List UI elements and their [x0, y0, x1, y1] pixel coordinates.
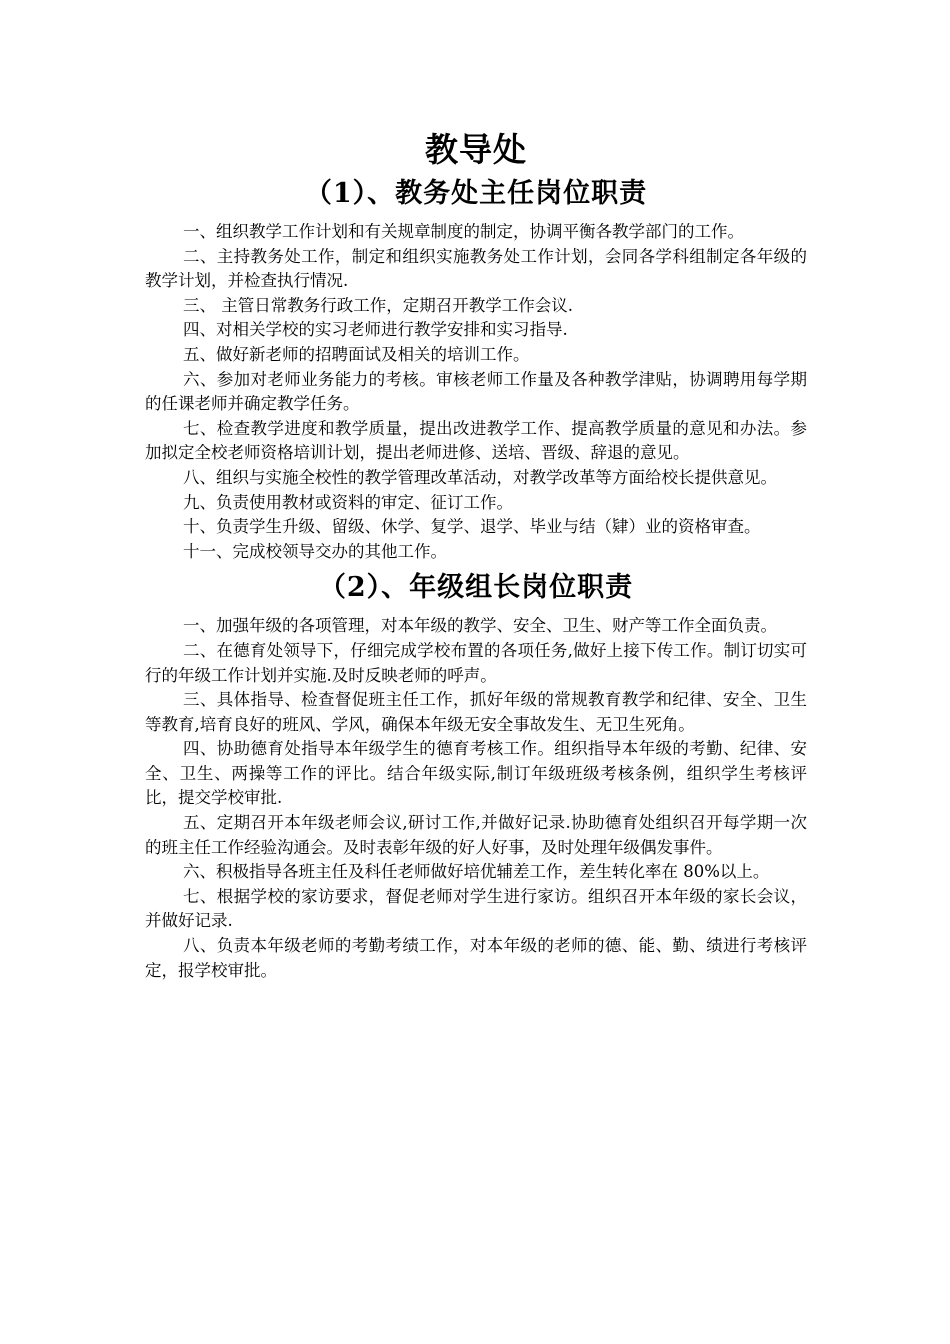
duty-item: 一、加强年级的各项管理，对本年级的教学、安全、卫生、财产等工作全面负责。 — [183, 616, 777, 636]
duty-item: 四、协助德育处指导本年级学生的德育考核工作。组织指导本年级的考勤、纪律、安全、卫生、两操等工作的评比。结合年级实际,制订年级班级考核条例，组织学生考核评比，提交学校审批. — [145, 739, 807, 808]
duty-item: 七、根据学校的家访要求，督促老师对学生进行家访。组织召开本年级的家长会议，并做好记录. — [145, 886, 807, 931]
section-grade-leader-duties — [145, 614, 807, 983]
duty-item: 三、具体指导、检查督促班主任工作，抓好年级的常规教育教学和纪律、安全、卫生等教育,培育良好的班风、学风，确保本年级无安全事故发生、无卫生死角。 — [145, 690, 807, 734]
duty-item: 六、参加对老师业务能力的考核。审核老师工作量及各种教学津贴，协调聘用每学期的任课老师并确定教学任务。 — [145, 369, 807, 414]
duty-item: 三、 主管日常教务行政工作，定期召开教学工作会议. — [183, 295, 573, 315]
duty-item: 八、组织与实施全校性的教学管理改革活动，对教学改革等方面给校长提供意见。 — [183, 467, 777, 487]
duty-item: 八、负责本年级老师的考勤考绩工作，对本年级的老师的德、能、勤、绩进行考核评定，报学校审批。 — [145, 936, 807, 980]
section-heading-director: （1）、教务处主任岗位职责 — [304, 178, 648, 209]
duty-item: 六、积极指导各班主任及科任老师做好培优辅差工作，差生转化率在 80%以上。 — [183, 862, 770, 882]
duty-item: 二、在德育处领导下，仔细完成学校布置的各项任务,做好上接下传工作。制订切实可行的年级工作计划并实施.及时反映老师的呼声。 — [145, 640, 807, 685]
document-body — [145, 128, 807, 983]
duty-item: 一、组织教学工作计划和有关规章制度的制定，协调平衡各教学部门的工作。 — [183, 222, 744, 241]
duty-item: 二、主持教务处工作，制定和组织实施教务处工作计划，会同各学科组制定各年级的教学计划，并检查执行情况. — [145, 246, 807, 291]
duty-item: 九、负责使用教材或资料的审定、征订工作。 — [183, 492, 513, 512]
duty-item: 十一、完成校领导交办的其他工作。 — [183, 541, 447, 561]
duty-item: 七、检查教学进度和教学质量，提出改进教学工作、提高教学质量的意见和办法。参加拟定全校老师资格培训计划，提出老师进修、送培、晋级、辞退的意见。 — [145, 418, 807, 463]
section-heading-grade-leader: （2）、年级组长岗位职责 — [318, 572, 634, 604]
duty-item: 五、做好新老师的招聘面试及相关的培训工作。 — [183, 344, 530, 364]
duty-item: 四、对相关学校的实习老师进行教学安排和实习指导. — [183, 320, 568, 340]
page-title: 教导处 — [425, 130, 527, 169]
duty-item: 十、负责学生升级、留级、休学、复学、退学、毕业与结（肄）业的资格审查。 — [183, 517, 761, 537]
section-director-duties — [145, 220, 807, 564]
duty-item: 五、定期召开本年级老师会议,研讨工作,并做好记录.协助德育处组织召开每学期一次的班主任工作经验沟通会。及时表彰年级的好人好事，及时处理年级偶发事件。 — [145, 813, 807, 857]
